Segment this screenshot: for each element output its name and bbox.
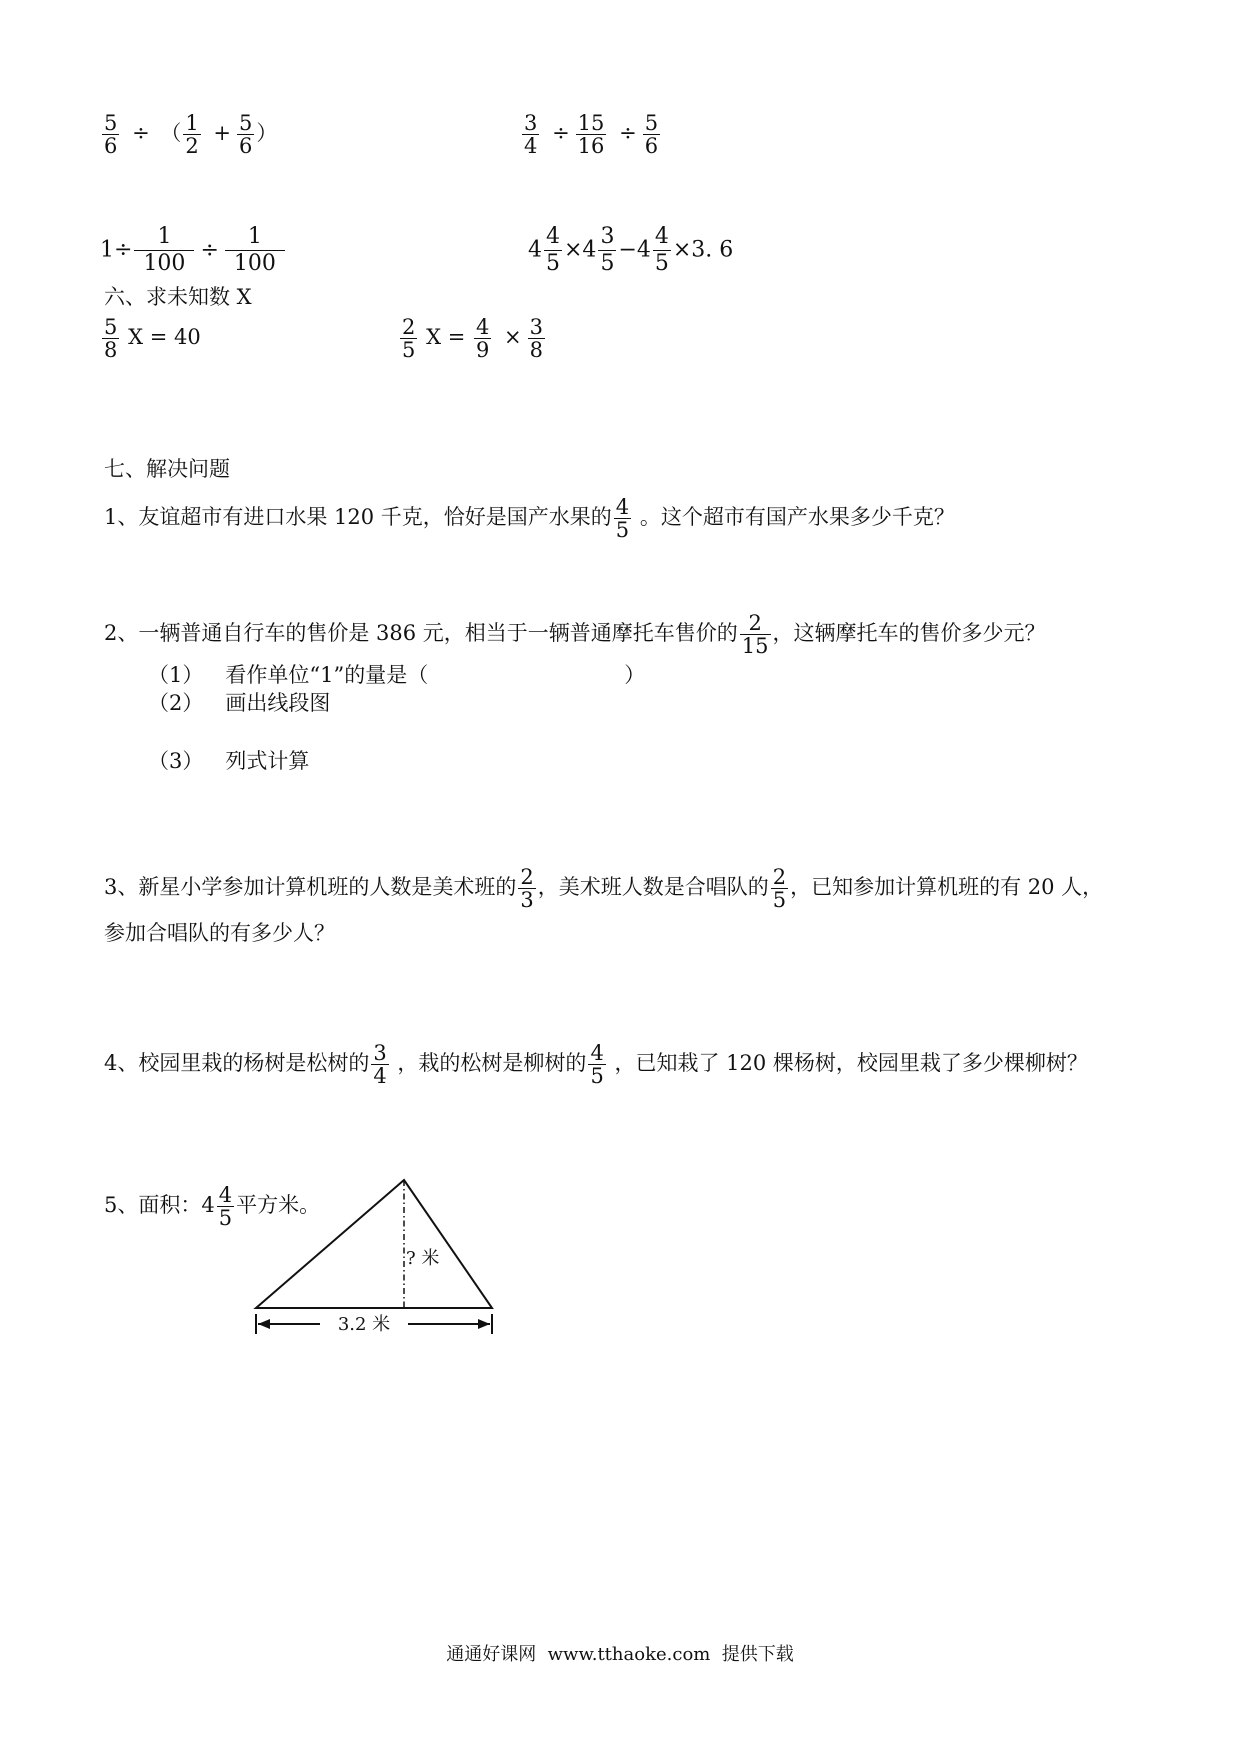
question-3-line-2: 参加合唱队的有多少人？ [104,921,335,945]
triangle-shape [256,1180,492,1308]
question-2-sub-2: （2） 画出线段图 [148,691,331,715]
fraction: $\frac{2}{15}$ [741,611,769,658]
fraction: $\frac{2}{3}$ [520,865,534,912]
question-4: 4、校园里栽的杨树是松树的 $\frac{3}{4}$ ，栽的松树是柳树的 $\frac{4}{5}$ ，已知栽了 120 棵杨树，校园里栽了多少棵柳树？ [104,1041,1088,1088]
section-six-title: 六、求未知数 X [104,285,252,309]
height-label: ? 米 [406,1248,440,1269]
fraction: $\frac{3}{4}$ [524,111,538,158]
base-label: 3.2 米 [337,1314,391,1335]
footer-credit: 通通好课网 www.tthaoke.com 提供下载 [446,1644,794,1665]
fraction: $\frac{3}{4}$ [373,1041,387,1088]
expr-row2-right: 4 $\frac{4}{5}$ ×4 $\frac{3}{5}$ −4 $\frac{4}{5}$ ×3. 6 [528,224,734,276]
question-2: 2、一辆普通自行车的售价是 386 元，相当于一辆普通摩托车售价的 $\frac{2}{15}$ ，这辆摩托车的售价多少元？ [104,611,1046,658]
question-1: 1、友谊超市有进口水果 120 千克，恰好是国产水果的 $\frac{4}{5}$ 。这个超市有国产水果多少千克？ [104,495,955,542]
fraction: $\frac{1}{100}$ [225,224,285,277]
fraction: $\frac{1}{2}$ [185,111,199,158]
question-2-sub-3: （3） 列式计算 [148,749,310,773]
fraction: $\frac{5}{6}$ [104,111,118,158]
fraction: $\frac{4}{5}$ [654,224,669,276]
fraction: $\frac{4}{5}$ [218,1183,233,1230]
question-3: 3、新星小学参加计算机班的人数是美术班的 $\frac{2}{3}$ ，美术班人数是合唱队的 $\frac{2}{5}$ ，已知参加计算机班的有 20 人， [104,865,1104,912]
fraction: $\frac{1}{100}$ [134,224,194,277]
fraction: $\frac{3}{8}$ [529,315,544,362]
question-5: 5、面积：4 $\frac{4}{5}$ 平方米。 [104,1183,321,1230]
fraction: $\frac{5}{6}$ [239,111,253,158]
arrowhead-right [478,1319,490,1329]
equation-1: $\frac{5}{8}$ X = 40 [104,315,201,362]
fraction: $\frac{15}{16}$ [577,111,605,158]
arrowhead-left [258,1319,270,1329]
expr-row1-left: $\frac{5}{6}$ ÷ （ $\frac{1}{2}$ + $\frac{5}{6}$ ） [104,111,278,158]
equation-2: $\frac{2}{5}$ X = $\frac{4}{9}$ × $\frac{3}{8}$ [402,315,544,362]
expr-row1-right: $\frac{3}{4}$ ÷ $\frac{15}{16}$ ÷ $\frac{5}{6}$ [524,111,659,158]
question-2-sub-1: （1） 看作单位“1”的量是（ ） [148,663,646,687]
triangle-diagram [240,1168,520,1368]
fraction: $\frac{2}{5}$ [402,315,416,362]
fraction: $\frac{4}{5}$ [615,495,630,542]
fraction: $\frac{3}{5}$ [600,224,615,276]
expr-row2-left: 1÷ $\frac{1}{100}$ ÷ $\frac{1}{100}$ [100,224,287,277]
fraction: $\frac{4}{9}$ [475,315,490,362]
fraction: $\frac{4}{5}$ [590,1041,604,1088]
fraction: $\frac{5}{6}$ [644,111,659,158]
fraction: $\frac{2}{5}$ [772,865,787,912]
fraction: $\frac{5}{8}$ [104,315,118,362]
section-seven-title: 七、解决问题 [104,457,230,481]
fraction: $\frac{4}{5}$ [546,224,560,276]
